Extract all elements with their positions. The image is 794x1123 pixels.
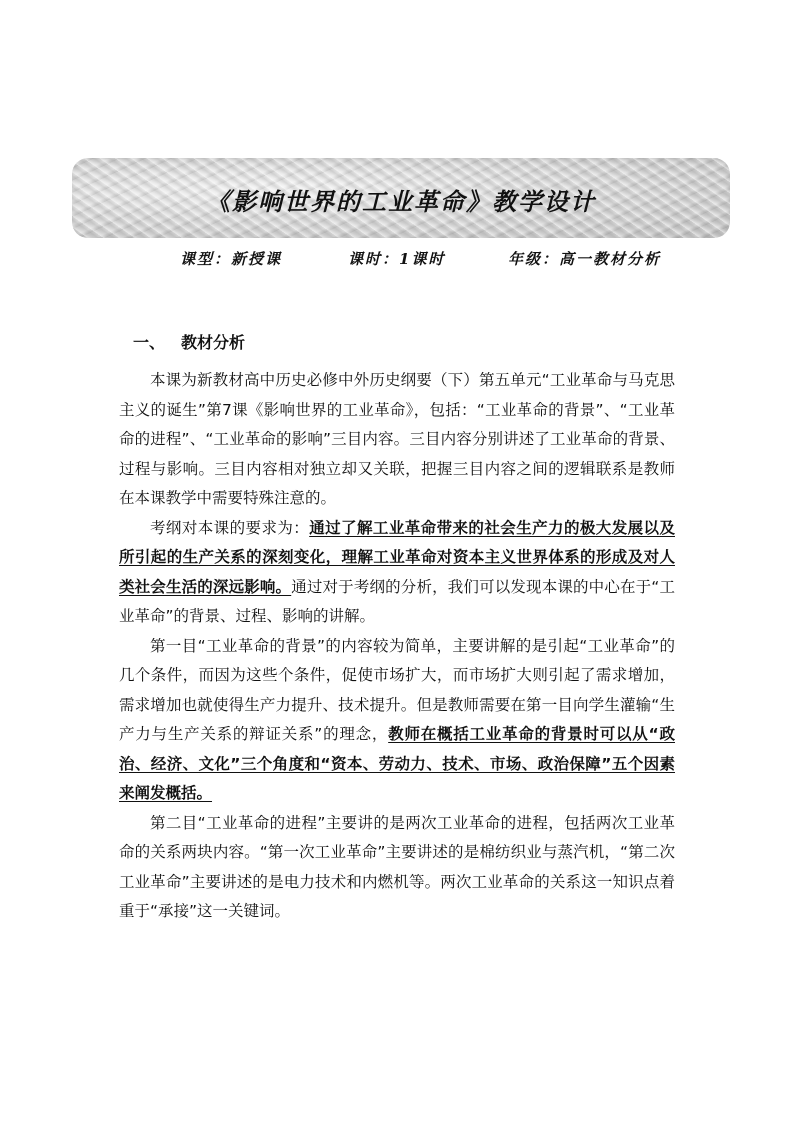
lesson-meta-row <box>0 248 794 272</box>
paragraph-2-prefix: 考纲对本课的要求为： <box>150 518 310 537</box>
paragraph-2 <box>119 514 675 632</box>
lesson-grade: 年级：高一教材分析 <box>508 250 662 268</box>
teaching-emphasis: 教师在概括工业革命的背景时可以从“政治、经济、文化”三个角度和“资本、劳动力、技术、市场、政治保障”五个因素来阐发概括。 <box>119 725 675 802</box>
paragraph-3 <box>119 632 675 809</box>
section-number: 一、 <box>133 333 166 352</box>
section-body <box>119 366 675 927</box>
paragraph-1: 本课为新教材高中历史必修中外历史纲要（下）第五单元“工业革命与马克思主义的诞生”第7课《影响世界的工业革命》，包括：“工业革命的背景”、“工业革命的进程”、“工业革命的影响”三目内容。三目内容分别讲述了工业革命的背景、过程与影响。三目内容相对独立却又关联，把握三目内容之间的逻辑联系是教师在本课教学中需要特殊注意的。 <box>119 371 675 507</box>
paragraph-3-prefix: 第一目“工业革命的背景”的内容较为简单，主要讲解的是引起“工业革命”的几个条件，而因为这些个条件，促使市场扩大，而市场扩大则引起了需求增加，需求增加也就使得生产力提升、技术提升。但是教师需要在第一目向学生灌输“生产力与生产关系的辩证关系”的理念， <box>119 636 675 743</box>
section-heading <box>133 330 245 353</box>
syllabus-requirement: 通过了解工业革命带来的社会生产力的极大发展以及所引起的生产关系的深刻变化，理解工业革命对资本主义世界体系的形成及对人类社会生活的深远影响。 <box>119 518 675 596</box>
paragraph-4: 第二目“工业革命的进程”主要讲的是两次工业革命的进程，包括两次工业革命的关系两块内容。“第一次工业革命”主要讲述的是棉纺织业与蒸汽机，“第二次工业革命”主要讲述的是电力技术和内燃机等。两次工业革命的关系这一知识点着重于“承接”这一关键词。 <box>119 813 675 920</box>
document-title: 《影响世界的工业革命》教学设计 <box>206 187 596 216</box>
lesson-type: 课型：新授课 <box>180 250 283 268</box>
section-title: 教材分析 <box>181 333 246 352</box>
lesson-period: 课时：1课时 <box>348 250 446 268</box>
title-banner <box>72 158 730 238</box>
paragraph-2-suffix: 通过对于考纲的分析，我们可以发现本课的中心在于“工业革命”的背景、过程、影响的讲解。 <box>119 577 675 625</box>
